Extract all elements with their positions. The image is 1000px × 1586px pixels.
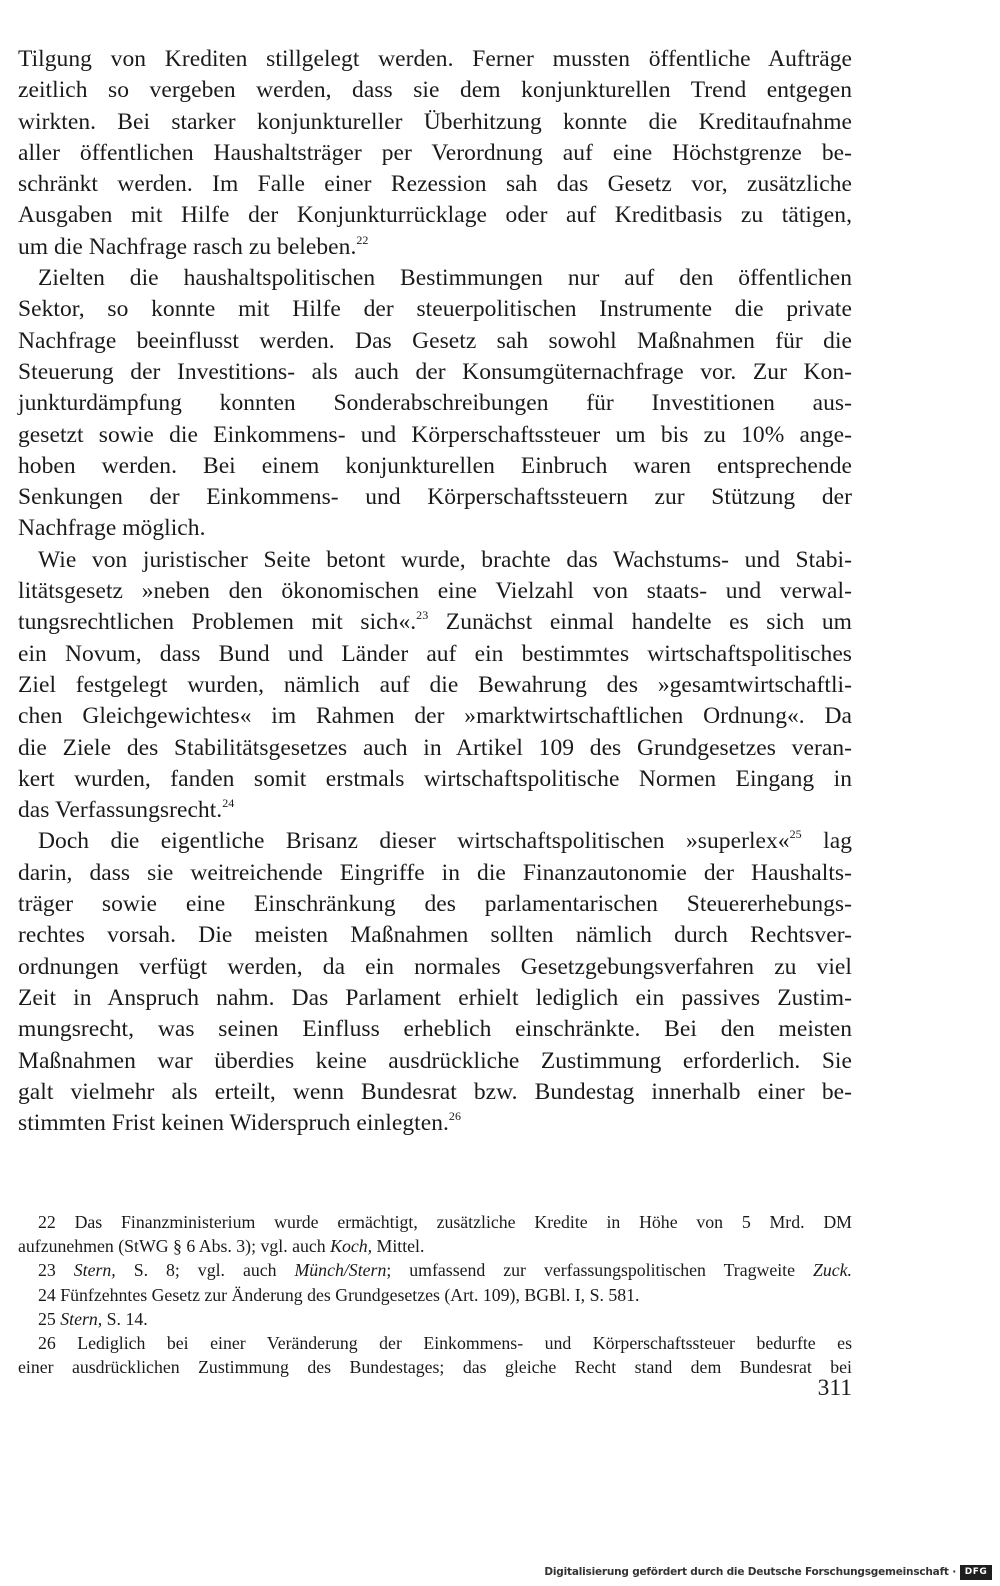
footnote-line <box>18 1331 852 1355</box>
line-text: chen Gleichgewichtes« im Rahmen der »marktwirtschaftlichen Ordnung«. Da <box>18 703 852 730</box>
line-text: aller öffentlichen Haushaltsträger per Verordnung auf eine Höchstgrenze be- <box>18 139 852 166</box>
line-text: schränkt werden. Im Falle einer Rezession sah das Gesetz vor, zusätzliche <box>18 171 852 198</box>
body-line <box>18 482 852 513</box>
body-line <box>18 795 852 826</box>
line-text: 23 <box>38 1260 74 1281</box>
line-text: litätsgesetz »neben den ökonomischen eine Vielzahl von staats- und verwal- <box>18 578 852 605</box>
footnote-marker[interactable]: 23 <box>416 608 429 623</box>
body-line <box>18 420 852 451</box>
line-text: tungsrechtlichen Problemen mit sich«. <box>18 609 417 636</box>
body-line <box>18 326 852 357</box>
line-text: Ausgaben mit Hilfe der Konjunkturrücklage oder auf Kreditbasis zu tätigen, <box>18 202 852 229</box>
body-line <box>18 920 852 951</box>
body-line <box>18 1014 852 1045</box>
body-line <box>18 294 852 325</box>
body-line <box>18 169 852 200</box>
body-line <box>18 639 852 670</box>
line-text: Zeit in Anspruch nahm. Das Parlament erhielt lediglich ein passives Zustim- <box>18 984 852 1011</box>
footnote-line <box>18 1258 852 1282</box>
line-text: 22 Das Finanzministerium wurde ermächtigt, zusätzliche Kredite in Höhe von 5 Mrd. DM <box>38 1212 852 1232</box>
line-text: zeitlich so vergeben werden, dass sie dem konjunkturellen Trend entgegen <box>18 77 852 104</box>
line-text: stimmten Frist keinen Widerspruch einlegten. <box>18 1110 449 1137</box>
line-text: darin, dass sie weitreichende Eingriffe in die Finanzautonomie der Haushalts- <box>18 859 852 886</box>
footnote-marker[interactable]: 22 <box>356 232 369 247</box>
line-text: Wie von juristischer Seite betont wurde, brachte das Wachstums- und Stabi- <box>38 546 852 573</box>
body-line <box>18 1077 852 1108</box>
body-line <box>18 701 852 732</box>
line-text: Zunächst einmal handelte es sich um <box>428 609 852 636</box>
line-text: Ziel festgelegt wurden, nämlich auf die Bewahrung des »gesamtwirtschaftli- <box>18 671 852 698</box>
line-text: Tilgung von Krediten stillgelegt werden. Ferner mussten öffentliche Aufträge <box>18 46 852 72</box>
line-text: junkturdämpfung konnten Sonderabschreibungen für Investitionen aus- <box>18 390 852 417</box>
body-line <box>18 952 852 983</box>
body-line <box>18 545 852 576</box>
line-text: 26 Lediglich bei einer Veränderung der Einkommens- und Körperschaftssteuer bedurfte es <box>38 1332 852 1353</box>
line-text: ein Novum, dass Bund und Länder auf ein bestimmtes wirtschaftspolitisches <box>18 640 852 667</box>
line-text: Doch die eigentliche Brisanz dieser wirtschaftspolitischen »superlex« <box>38 828 790 855</box>
dfg-logo: DFG <box>960 1565 992 1580</box>
body-line <box>18 1108 852 1139</box>
body-line <box>18 513 852 544</box>
line-text: Mittel. <box>372 1236 425 1257</box>
body-line <box>18 451 852 482</box>
line-text: kert wurden, fanden somit erstmals wirtschaftspolitische Normen Eingang in <box>18 765 852 792</box>
body-line <box>18 889 852 920</box>
line-text: die Ziele des Stabilitätsgesetzes auch in Artikel 109 des Grundgesetzes veran- <box>18 734 852 761</box>
line-text: wirkten. Bei starker konjunktureller Überhitzung konnte die Kreditaufnahme <box>18 108 852 135</box>
line-text: S. 14. <box>102 1308 148 1329</box>
line-text: galt vielmehr als erteilt, wenn Bundesrat bzw. Bundestag innerhalb einer be- <box>18 1078 852 1105</box>
page-number: 311 <box>817 1375 852 1401</box>
line-text: ; umfassend zur verfassungspolitischen Tragweite <box>386 1260 813 1281</box>
digitization-footer <box>0 1562 1000 1586</box>
emphasis-text: Münch/Stern <box>294 1260 387 1281</box>
footer-credit: Digitalisierung gefördert durch die Deutsche Forschungsgemeinschaft · <box>544 1566 956 1578</box>
body-line <box>18 200 852 231</box>
emphasis-text: Koch, <box>330 1236 373 1257</box>
body-line <box>18 1046 852 1077</box>
line-text: lag <box>801 828 852 855</box>
body-line <box>18 826 852 857</box>
body-text <box>18 44 852 1139</box>
footnote-line <box>18 1234 852 1258</box>
line-text: gesetzt sowie die Einkommens- und Körperschaftssteuer um bis zu 10% ange- <box>18 421 852 448</box>
body-line <box>18 75 852 106</box>
line-text: Steuerung der Investitions- als auch der Konsumgüternachfrage vor. Zur Kon- <box>18 358 852 385</box>
footnote-line <box>18 1210 852 1234</box>
footnote-line <box>18 1307 852 1331</box>
footnote-marker[interactable]: 25 <box>789 827 802 842</box>
body-line <box>18 858 852 889</box>
line-text: aufzunehmen (StWG § 6 Abs. 3); vgl. auch <box>18 1236 331 1257</box>
line-text: Sektor, so konnte mit Hilfe der steuerpolitischen Instrumente die private <box>18 296 852 323</box>
body-line <box>18 764 852 795</box>
body-line <box>18 670 852 701</box>
emphasis-text: Stern, <box>60 1308 103 1329</box>
body-line <box>18 357 852 388</box>
footnotes <box>18 1210 852 1379</box>
line-text: Maßnahmen war überdies keine ausdrückliche Zustimmung erforderlich. Sie <box>18 1047 852 1074</box>
line-text: Zielten die haushaltspolitischen Bestimmungen nur auf den öffentlichen <box>38 265 852 292</box>
body-line <box>18 576 852 607</box>
line-text: Nachfrage möglich. <box>18 515 206 542</box>
body-line <box>18 232 852 263</box>
body-line <box>18 263 852 294</box>
line-text: S. 8; vgl. auch <box>115 1260 295 1281</box>
line-text: einer ausdrücklichen Zustimmung des Bundestages; das gleiche Recht stand dem Bundesrat bei <box>18 1357 852 1378</box>
line-text: Nachfrage beeinflusst werden. Das Gesetz sah sowohl Maßnahmen für die <box>18 327 852 354</box>
line-text: 25 <box>38 1308 61 1329</box>
body-line <box>18 733 852 764</box>
line-text: rechtes vorsah. Die meisten Maßnahmen sollten nämlich durch Rechtsver- <box>18 922 852 949</box>
line-text: das Verfassungsrecht. <box>18 797 223 824</box>
body-line <box>18 607 852 638</box>
body-line <box>18 138 852 169</box>
body-line <box>18 983 852 1014</box>
line-text: träger sowie eine Einschränkung des parlamentarischen Steuererhebungs- <box>18 891 852 918</box>
body-line <box>18 388 852 419</box>
line-text: 24 Fünfzehntes Gesetz zur Änderung des Grundgesetzes (Art. 109), BGBl. I, S. 581. <box>38 1284 640 1305</box>
line-text: mungsrecht, was seinen Einfluss erheblich einschränkte. Bei den meisten <box>18 1016 852 1043</box>
line-text: um die Nachfrage rasch zu beleben. <box>18 233 357 260</box>
line-text: Senkungen der Einkommens- und Körperschaftssteuern zur Stützung der <box>18 484 852 511</box>
footnote-marker[interactable]: 24 <box>222 796 235 811</box>
body-line <box>18 44 852 75</box>
footnote-line <box>18 1283 852 1307</box>
body-line <box>18 107 852 138</box>
emphasis-text: Stern, <box>73 1260 116 1281</box>
footnote-line <box>18 1355 852 1379</box>
line-text: hoben werden. Bei einem konjunkturellen Einbruch waren entsprechende <box>18 452 852 479</box>
footnote-marker[interactable]: 26 <box>448 1109 462 1124</box>
line-text: ordnungen verfügt werden, da ein normales Gesetzgebungsverfahren zu viel <box>18 953 852 980</box>
emphasis-text: Zuck. <box>812 1260 852 1281</box>
